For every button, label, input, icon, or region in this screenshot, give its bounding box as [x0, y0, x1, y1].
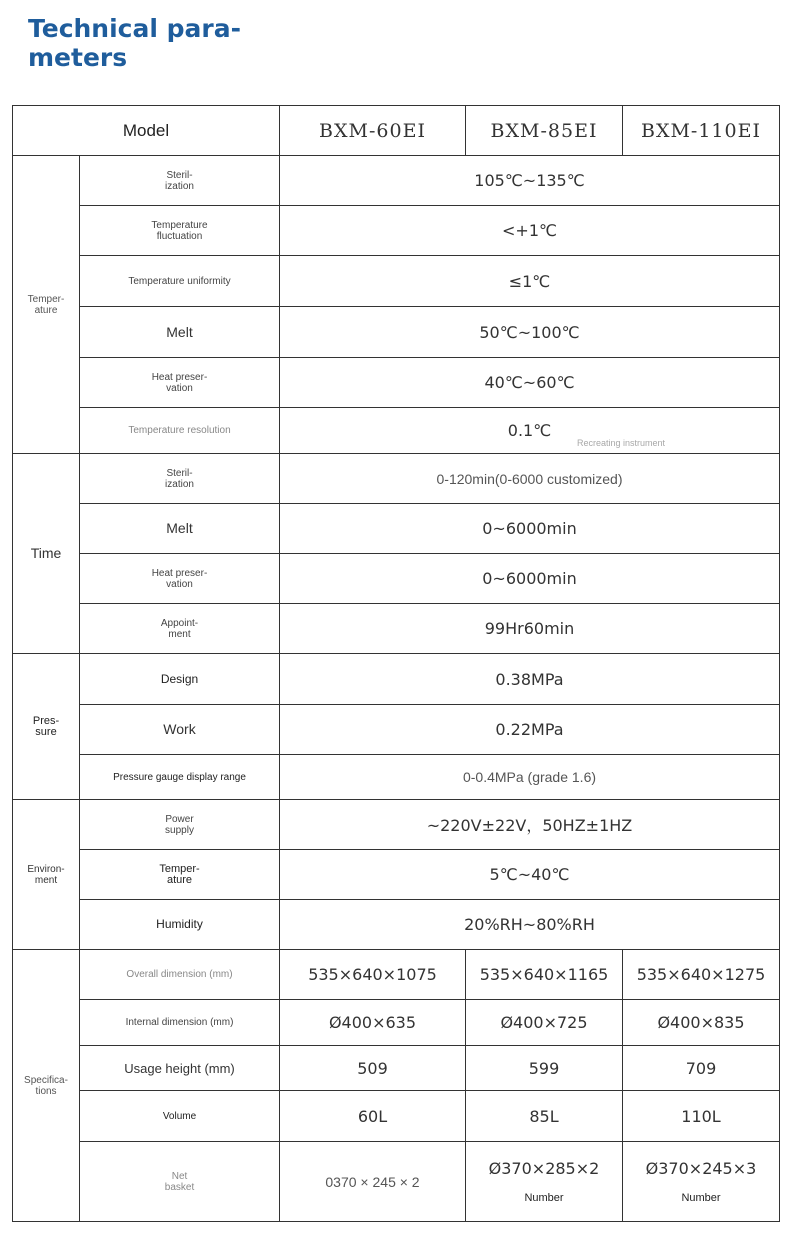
model-bxm-60ei: BXM-60EI — [280, 106, 466, 156]
spec-value: 0370 × 245 × 2 — [280, 1142, 466, 1222]
param-value: ≤1℃ — [280, 256, 780, 307]
param-label: Pressure gauge display range — [80, 755, 280, 800]
param-value: <+1℃ — [280, 206, 780, 256]
table-row — [13, 504, 780, 554]
param-label: Appoint- ment — [80, 604, 280, 654]
spec-value-with-note — [466, 1142, 623, 1222]
spec-value: 535×640×1165 — [466, 950, 623, 1000]
spec-value: 599 — [466, 1046, 623, 1091]
param-label: Melt — [80, 307, 280, 358]
table-row — [13, 705, 780, 755]
spec-value: 110L — [623, 1091, 780, 1142]
table-row — [13, 408, 780, 454]
table-row — [13, 1091, 780, 1142]
param-label: Steril- ization — [80, 156, 280, 206]
param-value: 50℃~100℃ — [280, 307, 780, 358]
param-label: Usage height (mm) — [80, 1046, 280, 1091]
spec-value: 709 — [623, 1046, 780, 1091]
page-title: Technical para- meters — [28, 14, 241, 72]
param-value: 40℃~60℃ — [280, 358, 780, 408]
table-row — [13, 554, 780, 604]
spec-value: 509 — [280, 1046, 466, 1091]
param-value: 0~6000min — [280, 504, 780, 554]
param-label: Heat preser- vation — [80, 358, 280, 408]
param-label: Melt — [80, 504, 280, 554]
spec-value: 85L — [466, 1091, 623, 1142]
table-row — [13, 850, 780, 900]
param-value: 99Hr60min — [280, 604, 780, 654]
table-row — [13, 156, 780, 206]
table-row — [13, 206, 780, 256]
spec-value: Ø370×285×2 — [488, 1159, 600, 1178]
model-bxm-110ei: BXM-110EI — [623, 106, 780, 156]
group-time: Time — [13, 454, 80, 654]
table-row — [13, 950, 780, 1000]
param-label: Work — [80, 705, 280, 755]
param-label: Steril- ization — [80, 454, 280, 504]
spec-value: Ø400×635 — [280, 1000, 466, 1046]
watermark-text: Recreating instrument — [577, 438, 666, 448]
param-label: Temperature uniformity — [80, 256, 280, 307]
group-specifications: Specifica- tions — [13, 950, 80, 1222]
table-row — [13, 900, 780, 950]
technical-parameters-table — [12, 105, 780, 1222]
header-row — [13, 106, 780, 156]
model-bxm-85ei: BXM-85EI — [466, 106, 623, 156]
table-row — [13, 604, 780, 654]
spec-value: 60L — [280, 1091, 466, 1142]
param-value: 105℃~135℃ — [280, 156, 780, 206]
param-label: Design — [80, 654, 280, 705]
model-label: Model — [13, 106, 280, 156]
table-row-net-basket — [13, 1142, 780, 1222]
table-row — [13, 454, 780, 504]
param-value: 20%RH~80%RH — [280, 900, 780, 950]
param-value: 5℃~40℃ — [280, 850, 780, 900]
param-label: Heat preser- vation — [80, 554, 280, 604]
spec-value: Ø400×725 — [466, 1000, 623, 1046]
quantity-note: Number — [524, 1192, 564, 1204]
param-label: Temperature fluctuation — [80, 206, 280, 256]
param-label: Humidity — [80, 900, 280, 950]
table-row — [13, 1046, 780, 1091]
param-value: 0.1℃ — [280, 408, 780, 454]
param-label: Volume — [80, 1091, 280, 1142]
group-temperature: Temper- ature — [13, 156, 80, 454]
param-value: ~220V±22V，50HZ±1HZ — [280, 800, 780, 850]
param-label: Power supply — [80, 800, 280, 850]
spec-value: 535×640×1075 — [280, 950, 466, 1000]
table-row — [13, 800, 780, 850]
table-row — [13, 307, 780, 358]
param-label: Internal dimension (mm) — [80, 1000, 280, 1046]
table-row — [13, 1000, 780, 1046]
spec-value-with-note — [623, 1142, 780, 1222]
quantity-note: Number — [681, 1192, 721, 1204]
param-label: Temperature resolution — [80, 408, 280, 454]
table-row — [13, 256, 780, 307]
table-row — [13, 654, 780, 705]
group-pressure: Pres- sure — [13, 654, 80, 800]
param-value: 0~6000min — [280, 554, 780, 604]
param-value: 0.38MPa — [280, 654, 780, 705]
group-environment: Environ- ment — [13, 800, 80, 950]
param-value: 0.22MPa — [280, 705, 780, 755]
param-value: 0-0.4MPa (grade 1.6) — [280, 755, 780, 800]
spec-value: 535×640×1275 — [623, 950, 780, 1000]
spec-value: Ø370×245×3 — [645, 1159, 757, 1178]
param-label: Overall dimension (mm) — [80, 950, 280, 1000]
table-row — [13, 358, 780, 408]
param-label: Temper- ature — [80, 850, 280, 900]
param-value: 0-120min(0-6000 customized) — [280, 454, 780, 504]
table-row — [13, 755, 780, 800]
spec-value: Ø400×835 — [623, 1000, 780, 1046]
param-label: Net basket — [80, 1142, 280, 1222]
